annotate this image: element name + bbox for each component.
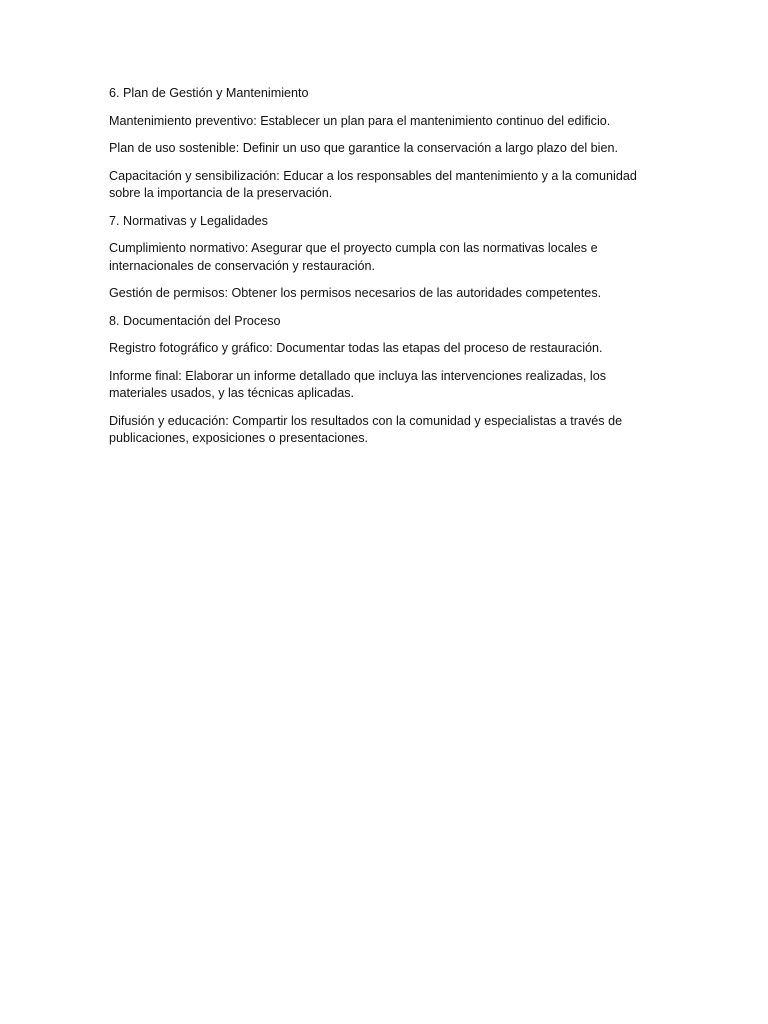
paragraph: Registro fotográfico y gráfico: Documentar todas las etapas del proceso de restauración. (109, 341, 603, 355)
paragraph: Informe final: Elaborar un informe detallado que incluya las intervenciones realizadas, los materiales usados, y las técnicas aplicadas. (109, 368, 607, 400)
paragraph: Plan de uso sostenible: Definir un uso que garantice la conservación a largo plazo del bien. (109, 141, 618, 155)
section-heading: 6. Plan de Gestión y Mantenimiento (109, 86, 309, 100)
paragraph: Gestión de permisos: Obtener los permisos necesarios de las autoridades competentes. (109, 286, 602, 300)
paragraph: Capacitación y sensibilización: Educar a los responsables del mantenimiento y a la comunidad sobre la importancia de la preservación. (109, 168, 637, 200)
paragraph: Difusión y educación: Compartir los resultados con la comunidad y especialistas a través de publicaciones, exposiciones o presentaciones. (109, 413, 623, 445)
section-heading: 8. Documentación del Proceso (109, 313, 281, 328)
document-body (109, 85, 654, 458)
paragraph: Mantenimiento preventivo: Establecer un plan para el mantenimiento continuo del edificio. (109, 113, 611, 128)
section-heading: 7. Normativas y Legalidades (109, 213, 268, 228)
paragraph: Cumplimiento normativo: Asegurar que el proyecto cumpla con las normativas locales e internacionales de conservación y restauración. (109, 241, 598, 273)
